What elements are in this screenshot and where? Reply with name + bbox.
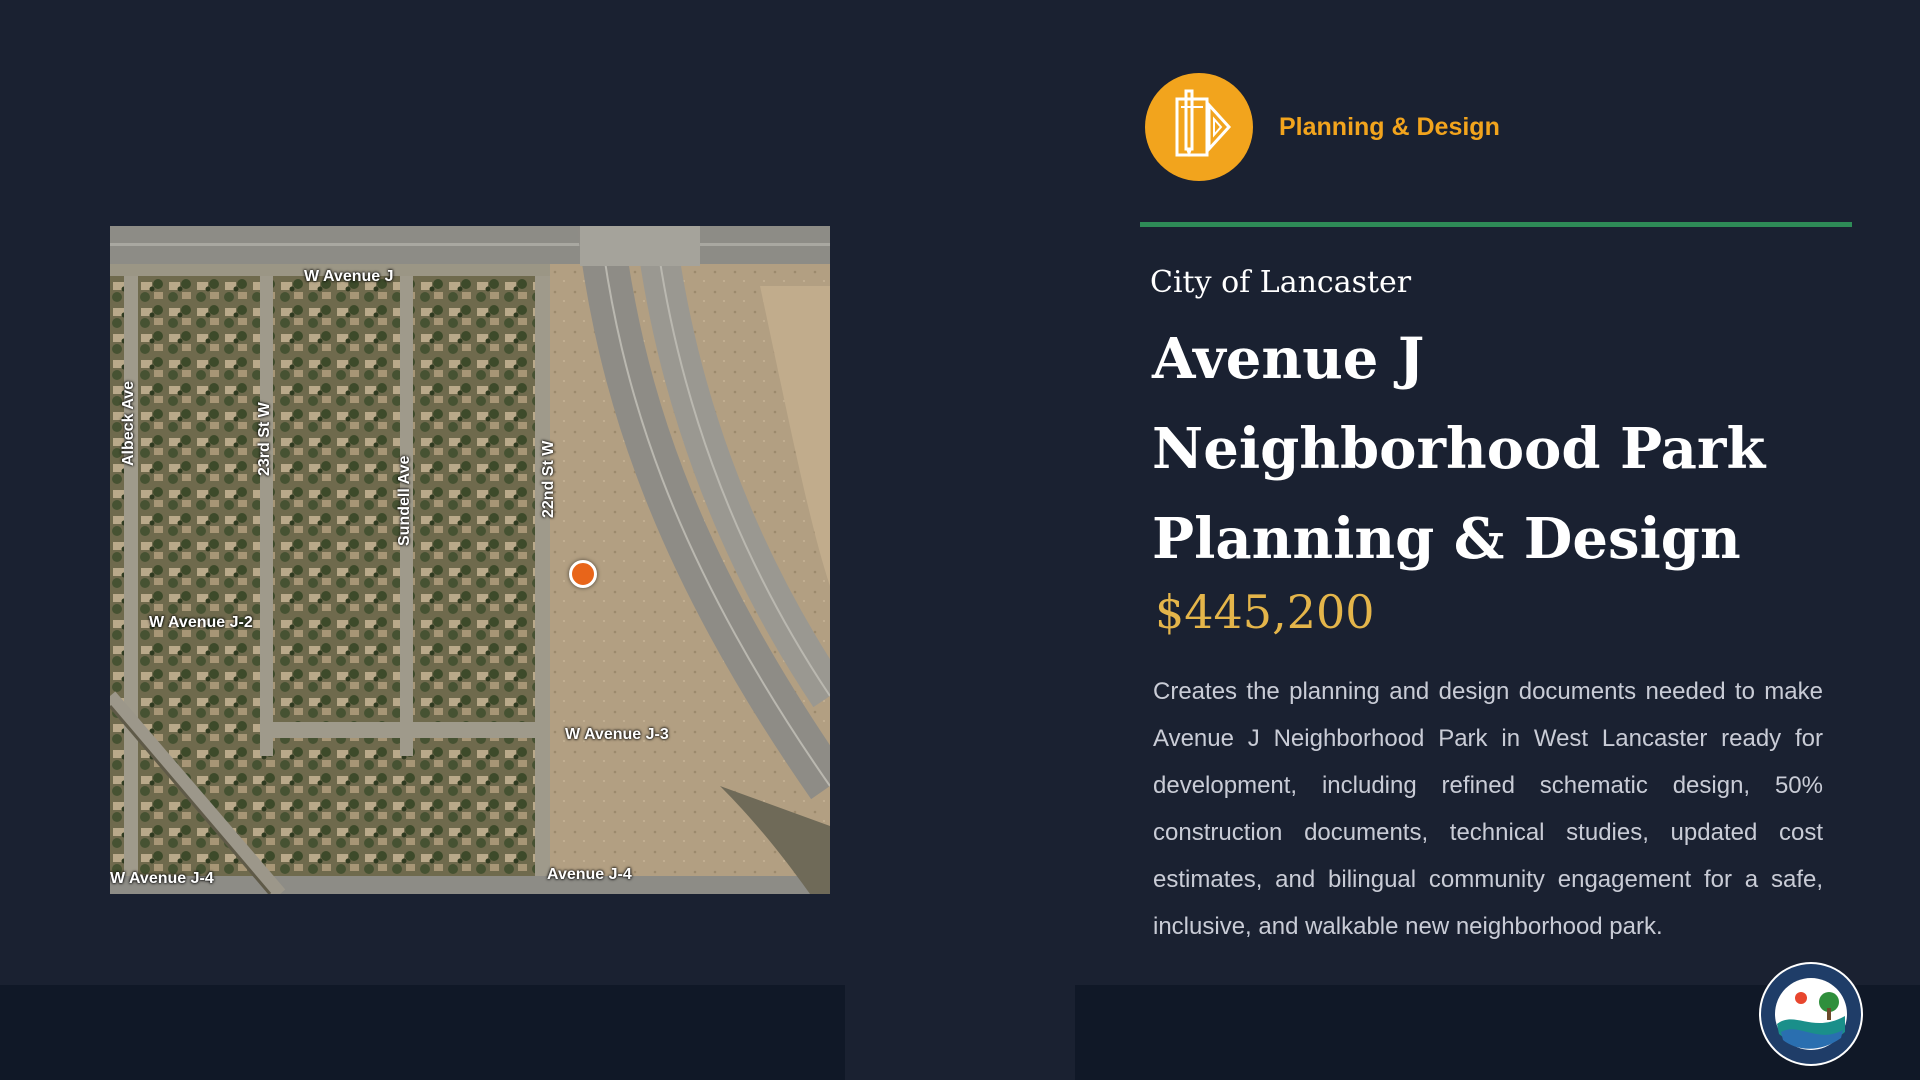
regional-park-open-space-district-logo bbox=[1757, 960, 1865, 1068]
project-title: Avenue J Neighborhood Park Planning & Design bbox=[1152, 326, 1766, 572]
blueprint-ruler-icon bbox=[1145, 73, 1253, 181]
map-label-sundell-ave: Sundell Ave bbox=[396, 455, 413, 546]
header-divider bbox=[1140, 222, 1852, 227]
footer-gap bbox=[845, 985, 1075, 1080]
aerial-map-image bbox=[110, 226, 830, 894]
project-city: City of Lancaster bbox=[1150, 265, 1412, 300]
project-description: Creates the planning and design documents needed to make Avenue J Neighborhood Park in West Lancaster ready for development, including refined schematic design, 50% construction documents, technical studies, updated cost estimates, and bilingual community engagement for a safe, inclusive, and walkable new neighborhood park. bbox=[1153, 678, 1823, 940]
map-label-w-avenue-j: W Avenue J bbox=[304, 268, 394, 285]
map-label-w-avenue-j3: W Avenue J-3 bbox=[565, 726, 669, 743]
project-amount: $445,200 bbox=[1155, 585, 1375, 639]
map-label-22nd-st-w: 22nd St W bbox=[540, 440, 557, 518]
map-label-avenue-j4: Avenue J-4 bbox=[547, 866, 632, 883]
map-label-w-avenue-j4: W Avenue J-4 bbox=[110, 870, 214, 887]
aerial-map bbox=[110, 226, 830, 894]
project-location-marker bbox=[569, 560, 597, 588]
map-label-w-avenue-j2: W Avenue J-2 bbox=[149, 614, 253, 631]
category-title: Planning & Design bbox=[1279, 113, 1500, 141]
map-label-albeck-ave: Albeck Ave bbox=[120, 380, 137, 466]
map-label-23rd-st-w: 23rd St W bbox=[256, 402, 273, 476]
